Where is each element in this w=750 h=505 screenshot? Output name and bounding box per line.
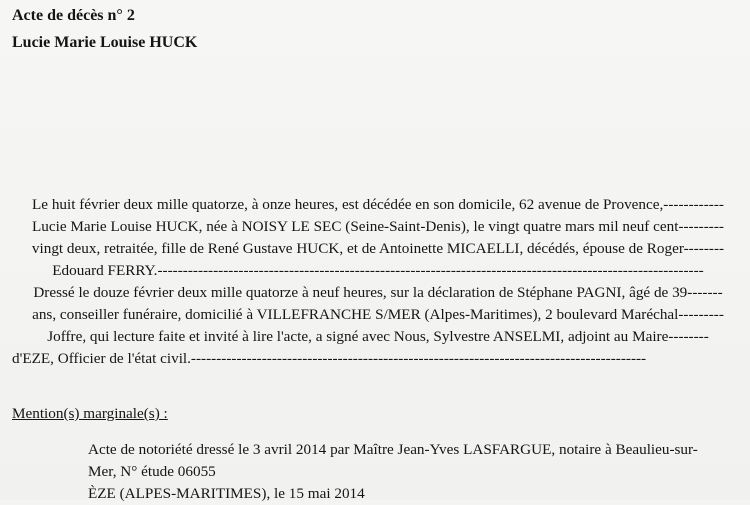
act-body-line: d'EZE, Officier de l'état civil.------------------------------------------------------------------------------------------ [12,350,647,367]
mention-line: Acte de notoriété dressé le 3 avril 2014 par Maître Jean-Yves LASFARGUE, notaire à Beaulieu-sur- [88,441,698,458]
act-title: Acte de décès n° 2 [12,7,135,24]
marginal-mentions-body [88,439,738,505]
act-body-line: ans, conseiller funéraire, domicilié à VILLEFRANCHE S/MER (Alpes-Maritimes), 2 boulevard Maréchal--------- [32,306,724,323]
act-body-line: Dressé le douze février deux mille quatorze à neuf heures, sur la déclaration de Stéphane PAGNI, âgé de 39------- [33,284,723,301]
act-body-line: Lucie Marie Louise HUCK, née à NOISY LE SEC (Seine-Saint-Denis), le vingt quatre mars mil neuf cent--------- [32,218,724,235]
deceased-name-heading: Lucie Marie Louise HUCK [12,34,198,51]
act-body [12,194,744,370]
mention-line: Mer, N° étude 06055 [88,463,216,480]
mention-line: ÈZE (ALPES-MARITIMES), le 15 mai 2014 [88,485,365,502]
marginal-mentions-title: Mention(s) marginale(s) : [12,405,168,422]
act-body-line: Edouard FERRY.------------------------------------------------------------------------------------------------------------ [52,262,704,279]
act-body-line: Joffre, qui lecture faite et invité à lire l'acte, a signé avec Nous, Sylvestre ANSELMI, adjoint au Maire-------- [47,328,709,345]
act-body-line: vingt deux, retraitée, fille de René Gustave HUCK, et de Antoinette MICAELLI, décédés, épouse de Roger-------- [31,240,725,257]
act-body-line: Le huit février deux mille quatorze, à onze heures, est décédée en son domicile, 62 avenue de Provence,------------ [32,196,724,213]
